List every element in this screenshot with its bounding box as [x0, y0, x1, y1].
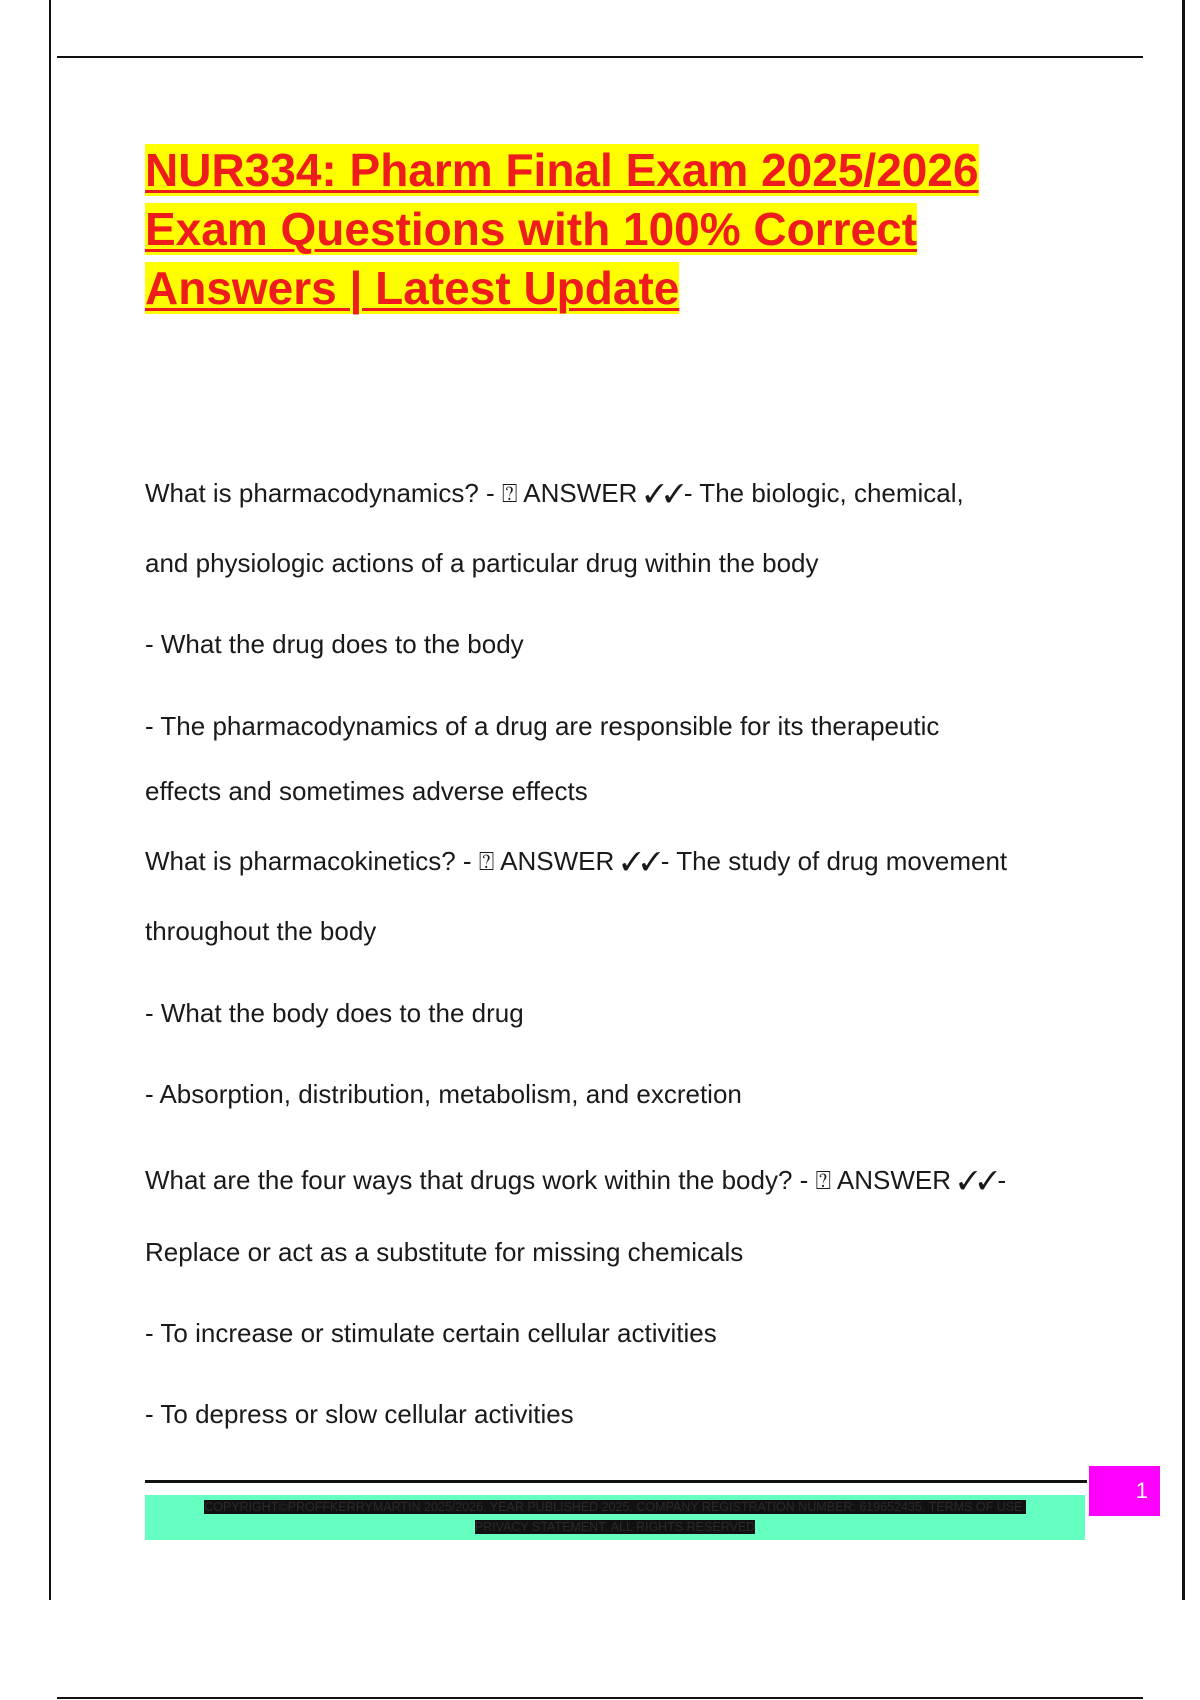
page-border-left — [49, 0, 51, 1600]
answer-2-point: - Absorption, distribution, metabolism, and excretion — [145, 1079, 742, 1109]
answer-2-point: - What the body does to the drug — [145, 998, 524, 1028]
question-1-line: What is pharmacodynamics? - ⍰ ANSWER ✓✓- The biologic, chemical, — [145, 478, 964, 508]
copyright-footer — [145, 1495, 1085, 1540]
answer-1-point: - What the drug does to the body — [145, 629, 524, 659]
page-number-badge: 1 — [1089, 1466, 1160, 1516]
title-line-3: Answers | Latest Update — [145, 262, 680, 314]
footer-rule — [145, 1480, 1087, 1483]
header-rule — [57, 56, 1143, 58]
next-page-rule — [57, 1697, 1143, 1699]
answer-1-point: - The pharmacodynamics of a drug are responsible for its therapeutic — [145, 711, 940, 741]
copyright-line-1: COPYRIGHT©PROFFKERRYMARTIN 2025/2026. YEAR PUBLISHED 2025. COMPANY REGISTRATION NUMBER: 619652435. TERMS OF USE. — [204, 1500, 1026, 1514]
question-2-line: What is pharmacokinetics? - ⍰ ANSWER ✓✓- The study of drug movement — [145, 846, 1008, 876]
answer-3-line: Replace or act as a substitute for missing chemicals — [145, 1237, 744, 1267]
page-border-right — [1182, 0, 1185, 1600]
answer-1-point-continued: effects and sometimes adverse effects — [145, 776, 588, 806]
answer-3-point: - To increase or stimulate certain cellular activities — [145, 1318, 717, 1348]
document-title — [145, 141, 1045, 318]
answer-2-line: throughout the body — [145, 916, 377, 946]
answer-3-point: - To depress or slow cellular activities — [145, 1399, 574, 1429]
question-3-line: What are the four ways that drugs work within the body? - ⍰ ANSWER ✓✓- — [145, 1165, 1007, 1195]
answer-1-line: and physiologic actions of a particular drug within the body — [145, 548, 819, 578]
title-line-1: NUR334: Pharm Final Exam 2025/2026 — [145, 144, 979, 196]
title-line-2: Exam Questions with 100% Correct — [145, 203, 918, 255]
copyright-line-2: PRIVACY STATEMENT. ALL RIGHTS RESERVED — [474, 1520, 756, 1534]
